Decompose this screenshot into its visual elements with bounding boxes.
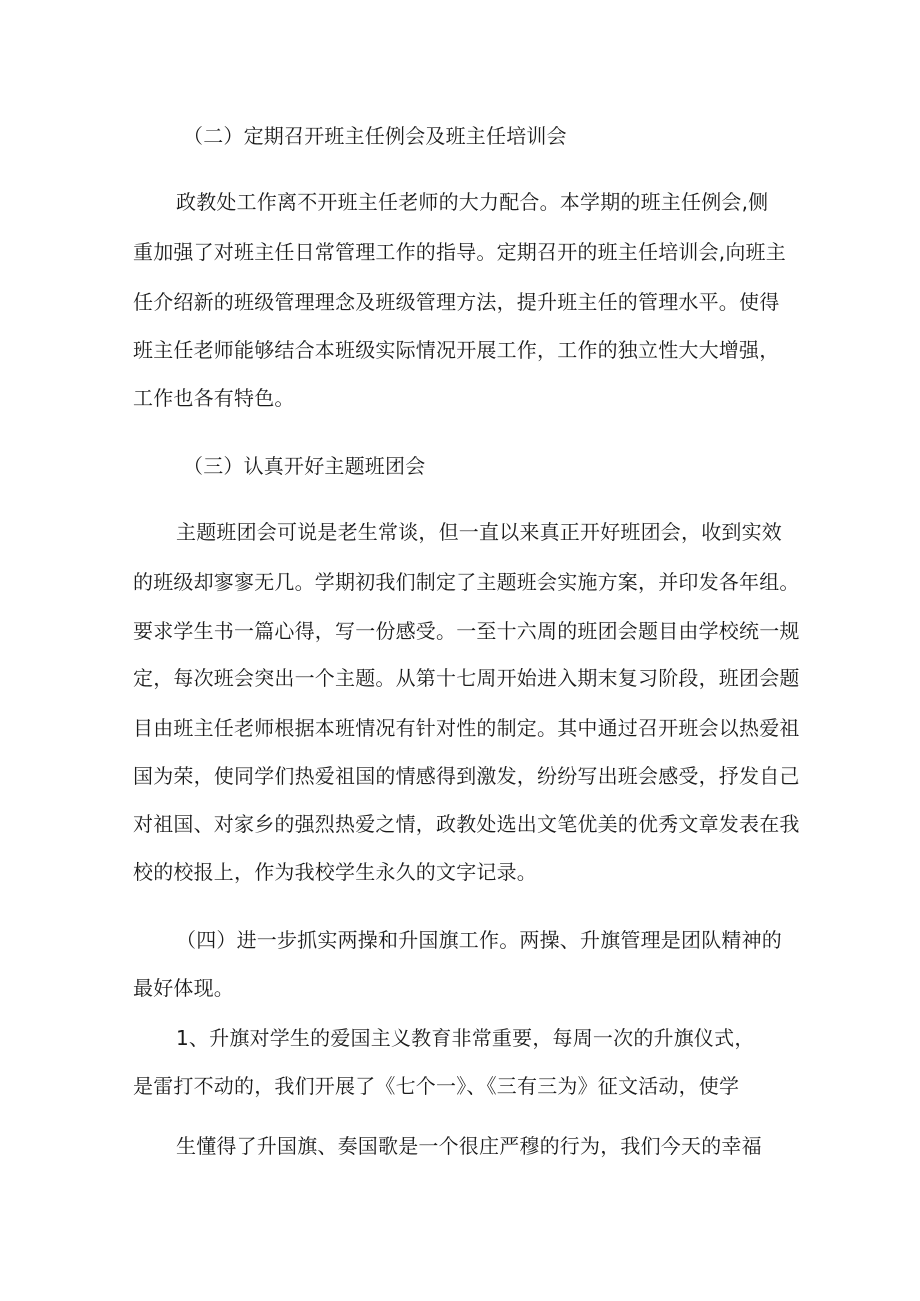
paragraph-line: 主题班团会可说是老生常谈，但一直以来真正开好班团会，收到实效	[176, 520, 782, 544]
paragraph-line: 生懂得了升国旗、奏国歌是一个很庄严穆的行为，我们今天的幸福	[176, 1134, 762, 1158]
paragraph-line: 要求学生书一篇心得，写一份感受。一至十六周的班团会题目由学校统一规	[133, 619, 800, 643]
section-heading-3: （三）认真开好主题班团会	[183, 454, 426, 478]
paragraph-line: 定，每次班会突出一个主题。从第十七周开始进入期末复习阶段，班团会题	[133, 666, 800, 690]
section-heading-2: （二）定期召开班主任例会及班主任培训会	[183, 124, 567, 148]
paragraph-line: 最好体现。	[133, 976, 234, 1000]
paragraph-line: 班主任老师能够结合本班级实际情况开展工作，工作的独立性大大增强，	[133, 338, 780, 362]
section-heading-4: （四）进一步抓实两操和升国旗工作。两操、升旗管理是团队精神的	[176, 928, 782, 952]
list-item-1: 1、升旗对学生的爱国主义教育非常重要，每周一次的升旗仪式，	[176, 1026, 755, 1050]
paragraph-line: 任介绍新的班级管理理念及班级管理方法，提升班主任的管理水平。使得	[133, 290, 780, 314]
paragraph-line: 目由班主任老师根据本班情况有针对性的制定。其中通过召开班会以热爱祖	[133, 716, 800, 740]
paragraph-line: 重加强了对班主任日常管理工作的指导。定期召开的班主任培训会,向班主	[133, 240, 786, 264]
paragraph-line: 对祖国、对家乡的强烈热爱之情，政教处选出文笔优美的优秀文章发表在我	[133, 812, 800, 836]
paragraph-line: 政教处工作离不开班主任老师的大力配合。本学期的班主任例会,侧	[176, 190, 769, 214]
paragraph-line: 校的校报上，作为我校学生永久的文字记录。	[133, 860, 537, 884]
paragraph-line: 国为荣，使同学们热爱祖国的情感得到激发，纷纷写出班会感受，抒发自己	[133, 764, 800, 788]
paragraph-line: 工作也各有特色。	[133, 386, 295, 410]
paragraph-line: 的班级却寥寥无几。学期初我们制定了主题班会实施方案，并印发各年组。	[133, 570, 800, 594]
paragraph-line: 是雷打不动的，我们开展了《七个一》、《三有三为》征文活动，使学	[133, 1074, 740, 1098]
